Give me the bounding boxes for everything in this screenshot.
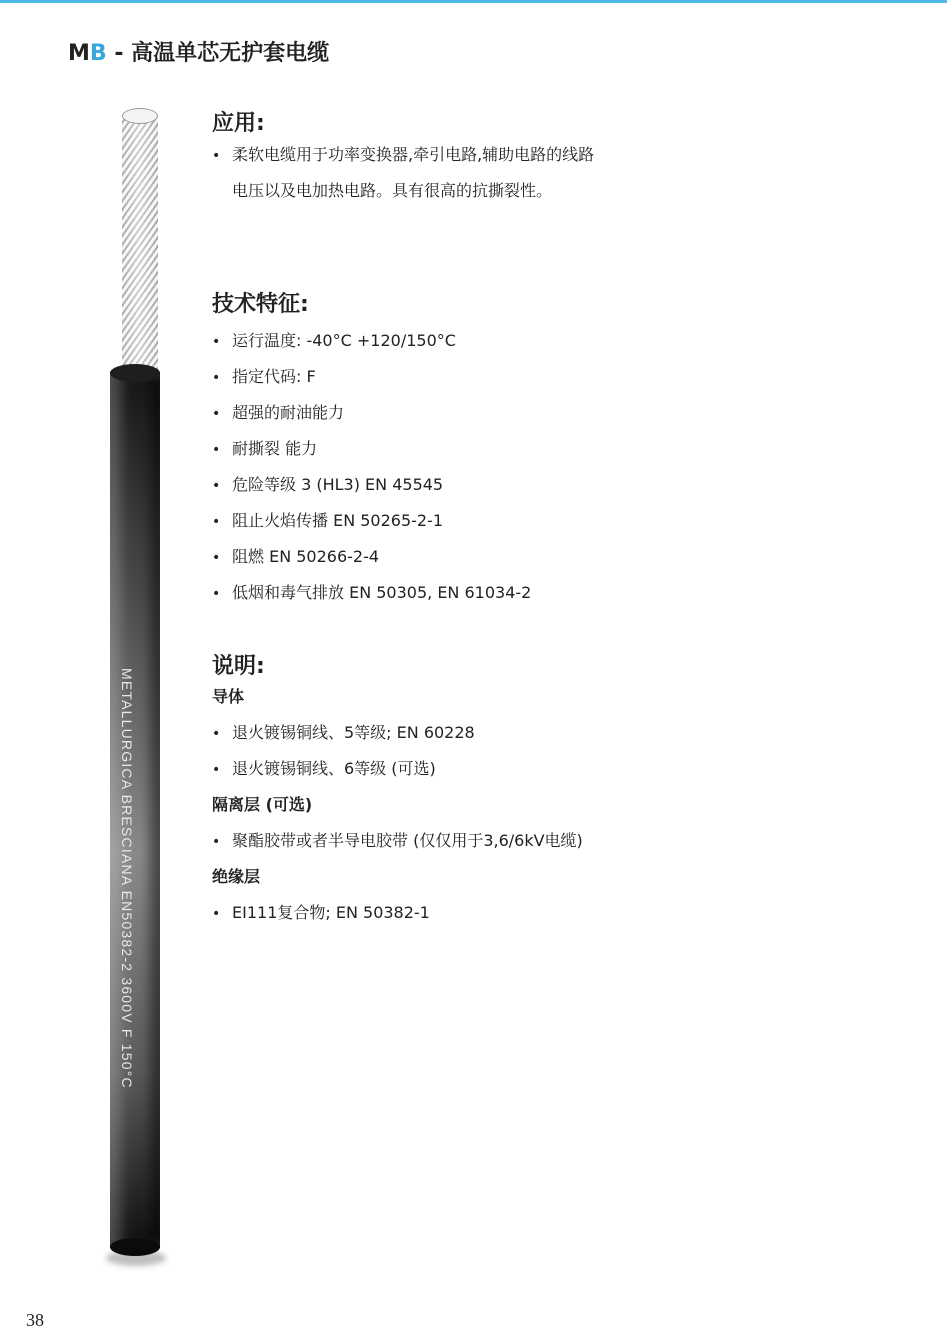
feature-item: • 低烟和毒气排放 EN 50305, EN 61034-2 bbox=[212, 583, 532, 602]
top-rule bbox=[0, 0, 947, 3]
application-heading: 应用: bbox=[212, 111, 265, 136]
conductor-item-text: 退火镀锡铜线、6等级 (可选) bbox=[232, 759, 436, 778]
feature-item-text: 阻止火焰传播 EN 50265-2-1 bbox=[232, 511, 444, 530]
conductor-item: • 退火镀锡铜线、6等级 (可选) bbox=[212, 759, 436, 778]
feature-item-text: 耐撕裂 能力 bbox=[232, 439, 318, 458]
application-item-continuation: 电压以及电加热电路。具有很高的抗撕裂性。 bbox=[232, 181, 553, 200]
application-item: • 柔软电缆用于功率变换器,牵引电路,辅助电路的线路 bbox=[212, 145, 595, 164]
cable-conductor-strands bbox=[122, 116, 158, 382]
title-letter-b: B bbox=[89, 41, 107, 66]
insulation-label: 绝缘层 bbox=[212, 867, 261, 886]
description-heading: 说明: bbox=[212, 654, 265, 679]
page-title bbox=[68, 36, 329, 67]
feature-item: • 超强的耐油能力 bbox=[212, 403, 345, 422]
conductor-item-text: 退火镀锡铜线、5等级; EN 60228 bbox=[232, 723, 475, 742]
title-letter-m: M bbox=[68, 41, 90, 66]
conductor-item: • 退火镀锡铜线、5等级; EN 60228 bbox=[212, 723, 475, 742]
feature-item: • 运行温度: -40°C +120/150°C bbox=[212, 331, 456, 350]
feature-item-text: 指定代码: F bbox=[232, 367, 316, 386]
separator-item: • 聚酯胶带或者半导电胶带 (仅仅用于3,6/6kV电缆) bbox=[212, 831, 583, 850]
feature-item-text: 超强的耐油能力 bbox=[232, 403, 345, 422]
title-text: - 高温单芯无护套电缆 bbox=[106, 41, 330, 66]
cable-insulation bbox=[110, 372, 160, 1248]
cable-print-text: METALLURGICA BRESCIANA EN50382-2 3600V F 150°C bbox=[119, 668, 135, 1089]
conductor-label: 导体 bbox=[212, 687, 245, 706]
separator-label: 隔离层 (可选) bbox=[212, 795, 313, 814]
page-number: 38 bbox=[26, 1310, 44, 1330]
feature-item: • 阻止火焰传播 EN 50265-2-1 bbox=[212, 511, 444, 530]
feature-item: • 耐撕裂 能力 bbox=[212, 439, 318, 458]
feature-item: • 指定代码: F bbox=[212, 367, 316, 386]
cable-illustration bbox=[110, 108, 170, 1268]
feature-item: • 危险等级 3 (HL3) EN 45545 bbox=[212, 475, 444, 494]
insulation-item: • EI111复合物; EN 50382-1 bbox=[212, 903, 430, 922]
feature-item-text: 阻燃 EN 50266-2-4 bbox=[232, 547, 380, 566]
cable-insulation-top bbox=[110, 364, 160, 382]
feature-item: • 阻燃 EN 50266-2-4 bbox=[212, 547, 380, 566]
application-item-text: 柔软电缆用于功率变换器,牵引电路,辅助电路的线路 bbox=[232, 145, 595, 164]
feature-item-text: 危险等级 3 (HL3) EN 45545 bbox=[232, 475, 444, 494]
cable-shadow bbox=[106, 1250, 166, 1266]
feature-item-text: 低烟和毒气排放 EN 50305, EN 61034-2 bbox=[232, 583, 532, 602]
cable-conductor-end bbox=[122, 108, 158, 124]
feature-item-text: 运行温度: -40°C +120/150°C bbox=[232, 331, 456, 350]
insulation-item-text: EI111复合物; EN 50382-1 bbox=[232, 903, 430, 922]
separator-item-text: 聚酯胶带或者半导电胶带 (仅仅用于3,6/6kV电缆) bbox=[232, 831, 583, 850]
features-heading: 技术特征: bbox=[212, 292, 309, 317]
